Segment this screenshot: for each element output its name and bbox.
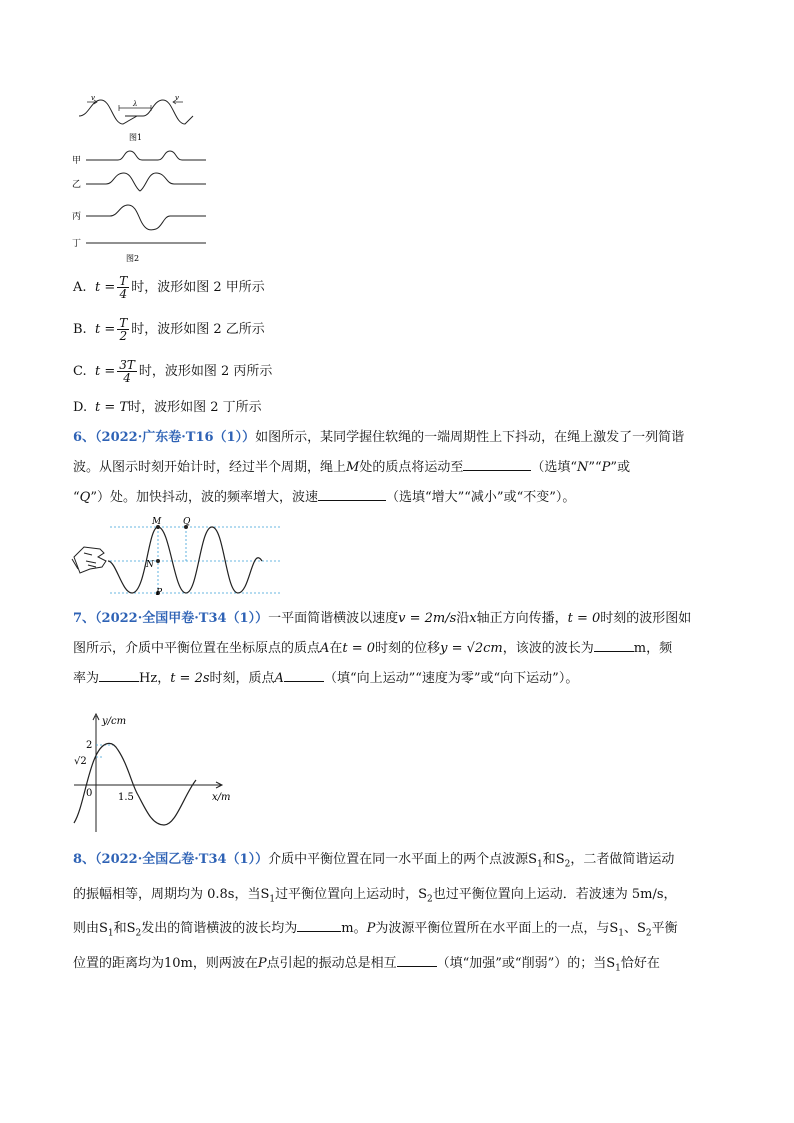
option-fraction	[117, 275, 129, 300]
q8-line-4	[73, 949, 723, 984]
sub-1: 1	[615, 963, 621, 974]
label-q: Q	[183, 517, 191, 527]
q7-var-a: A	[274, 671, 284, 686]
q6-figure	[70, 515, 290, 595]
q6-var-n: N	[577, 460, 589, 475]
fig1-caption: 图1	[129, 133, 143, 142]
q8-text: 发出的简谐横波的波长均为	[141, 921, 298, 937]
q8-text: 介质中平衡位置在同一水平面上的两个点波源S	[268, 852, 537, 867]
fraction-denominator: 4	[123, 371, 131, 385]
fraction-denominator: 2	[119, 329, 128, 343]
x-axis-label: x/m	[212, 792, 231, 803]
option-lhs: t =	[95, 364, 116, 379]
question-number: 8、	[73, 852, 96, 867]
hand-icon	[72, 547, 106, 573]
option-text: 时，波形如图 2 乙所示	[131, 322, 265, 337]
q8-text: （填“加强”或“削弱”）的；当S	[436, 955, 616, 971]
option-c	[73, 359, 272, 384]
question-source: （2022·全国乙卷·T34（1））	[95, 852, 269, 867]
q7-text: 率为	[73, 671, 100, 686]
q7-line-1	[73, 604, 723, 634]
figure-2	[70, 145, 210, 265]
label-m: M	[152, 517, 162, 527]
q8-text: 过平衡位置向上运动时，S	[275, 886, 428, 902]
q6-text: “	[73, 490, 80, 505]
origin-label: 0	[86, 788, 93, 799]
question-number: 6、	[73, 430, 96, 445]
q7-blank-2[interactable]	[99, 667, 139, 682]
sub-2: 2	[135, 928, 142, 939]
wave-left	[79, 100, 137, 124]
sub-1: 1	[269, 894, 276, 905]
option-lhs: t =	[95, 322, 116, 337]
option-letter: C.	[73, 364, 87, 379]
sub-2: 2	[564, 859, 571, 870]
q8-var-p: P	[366, 921, 376, 937]
option-lhs: t = T	[95, 400, 129, 415]
q7-graph	[72, 710, 242, 835]
q7-line-2	[73, 634, 723, 664]
q6-line-1	[73, 423, 723, 453]
q8-text: 的振幅相等，周期均为 0.8s，当S	[73, 886, 270, 902]
q6-var-q: Q	[79, 490, 91, 505]
option-letter: A.	[73, 280, 87, 295]
q7-wave	[74, 743, 196, 825]
option-letter: B.	[73, 322, 87, 337]
q6-text: ”）处。加快抖动，波的频率增大，波速	[90, 490, 318, 505]
fig2-row-yi: 乙	[72, 180, 82, 190]
fraction-numerator: T	[119, 274, 128, 288]
q6-text: 波。从图示时刻开始计时，经过半个周期，绳上	[73, 460, 347, 475]
tick-2: 2	[86, 740, 93, 751]
option-lhs: t =	[95, 280, 116, 295]
q8-text: 恰好在	[620, 955, 660, 971]
option-fraction	[117, 317, 129, 342]
fig2-wave-yi	[86, 173, 206, 191]
sub-2: 2	[427, 894, 433, 905]
tick-1-5: 1.5	[118, 792, 134, 803]
question-source: （2022·全国甲卷·T34（1））	[95, 611, 269, 626]
fig2-row-ding: 丁	[72, 239, 82, 249]
q8-text: 点引起的振动总是相互	[266, 955, 397, 971]
option-text: 时，波形如图 2 丁所示	[128, 400, 262, 415]
label-p: P	[156, 588, 163, 595]
q6-text: ”或	[610, 460, 631, 475]
q6-var-m: M	[346, 460, 360, 475]
q8-text: ，二者做简谐运动	[570, 852, 675, 867]
label-n: N	[146, 560, 154, 570]
q7-var-x: x	[469, 611, 477, 626]
q8-text: 位置的距离均为10m，则两波在	[73, 955, 258, 971]
q7-blank-3[interactable]	[284, 667, 324, 682]
sub-2: 2	[645, 928, 652, 939]
wave-right	[137, 100, 193, 124]
sub-1: 1	[107, 928, 114, 939]
fig2-wave-jia	[86, 151, 206, 160]
q7-text: 沿	[456, 611, 470, 626]
q8-blank-1[interactable]	[297, 917, 341, 932]
q6-var-p: P	[601, 460, 611, 475]
q8-text: 、S	[624, 921, 646, 937]
q8-line-2	[73, 880, 723, 915]
q7-time: t = 0	[567, 611, 601, 626]
option-d	[73, 398, 262, 418]
question-7	[73, 604, 723, 694]
q8-text: 和S	[113, 921, 136, 937]
q7-var-a: A	[320, 641, 330, 656]
q6-line-3	[73, 483, 723, 513]
option-b	[73, 317, 265, 342]
q7-text: 时刻，质点	[209, 671, 275, 686]
q8-text: 则由S	[73, 921, 108, 937]
q7-blank-1[interactable]	[594, 637, 634, 652]
option-letter: D.	[73, 400, 88, 415]
q6-wave	[108, 527, 262, 593]
q7-displacement: y = √2cm	[440, 641, 503, 656]
q8-text: 平衡	[651, 921, 678, 937]
fig1-v-right: v	[175, 94, 179, 102]
q8-text: 为波源平衡位置所在水平面上的一点，与S	[375, 921, 619, 937]
q7-text: 轴正方向传播，	[476, 611, 568, 626]
q6-line-2	[73, 453, 723, 483]
q7-text: m，频	[633, 641, 673, 656]
question-8	[73, 845, 723, 983]
y-axis-label: y/cm	[102, 716, 127, 727]
sub-1: 1	[537, 859, 543, 870]
fraction-denominator: 4	[119, 287, 128, 301]
option-a	[73, 275, 265, 300]
fraction-numerator: 3T	[119, 358, 135, 372]
tick-sqrt2: √2	[74, 756, 87, 767]
q6-text: （选填“增大”“减小”或“不变”）。	[385, 490, 576, 505]
q7-time: t = 2s	[170, 671, 210, 686]
q8-text: 也过平衡位置向上运动．若波速为 5m/s，	[432, 886, 677, 902]
q7-text: ，该波的波长为	[502, 641, 594, 656]
q7-text: 时刻的波形图如	[600, 611, 692, 626]
q6-text: ”“	[588, 460, 602, 475]
q6-text: 如图所示，某同学握住软绳的一端周期性上下抖动，在绳上激发了一列简谐	[255, 430, 685, 445]
question-number: 7、	[73, 611, 96, 626]
option-fraction	[117, 359, 137, 384]
q8-blank-2[interactable]	[397, 952, 437, 967]
question-6	[73, 423, 723, 513]
q7-speed: v = 2m/s	[398, 611, 457, 626]
q7-text: 一平面简谐横波以速度	[268, 611, 399, 626]
fraction-numerator: T	[119, 316, 128, 330]
q6-blank-2[interactable]	[318, 486, 386, 501]
q7-text: Hz，	[139, 671, 171, 686]
point-n	[156, 559, 160, 563]
q6-blank-1[interactable]	[463, 456, 531, 471]
q8-var-p: P	[257, 955, 267, 971]
sub-1: 1	[618, 928, 625, 939]
q8-text: 和S	[542, 852, 565, 867]
q6-text: 处的质点将运动至	[359, 460, 464, 475]
q7-time: t = 0	[342, 641, 376, 656]
q7-text: 时刻的位移	[375, 641, 441, 656]
question-source: （2022·广东卷·T16（1））	[95, 430, 256, 445]
fig2-row-bing: 丙	[72, 212, 82, 222]
option-text: 时，波形如图 2 丙所示	[138, 364, 273, 379]
q8-line-3	[73, 914, 723, 949]
option-text: 时，波形如图 2 甲所示	[131, 280, 265, 295]
q7-text: （填“向上运动”“速度为零”或“向下运动”）。	[323, 671, 579, 686]
q7-text: 在	[329, 641, 343, 656]
q8-text: m。	[341, 921, 367, 937]
q7-text: 图所示，介质中平衡位置在坐标原点的质点	[73, 641, 321, 656]
fig2-caption: 图2	[126, 254, 140, 263]
q8-line-1	[73, 845, 723, 880]
fig1-v-left: v	[91, 94, 95, 102]
fig2-wave-bing	[86, 205, 206, 230]
fig2-row-jia: 甲	[72, 156, 82, 166]
q6-text: （选填“	[531, 460, 577, 475]
q7-line-3	[73, 664, 723, 694]
fig1-lambda: λ	[133, 100, 138, 108]
figure-1	[75, 92, 195, 148]
